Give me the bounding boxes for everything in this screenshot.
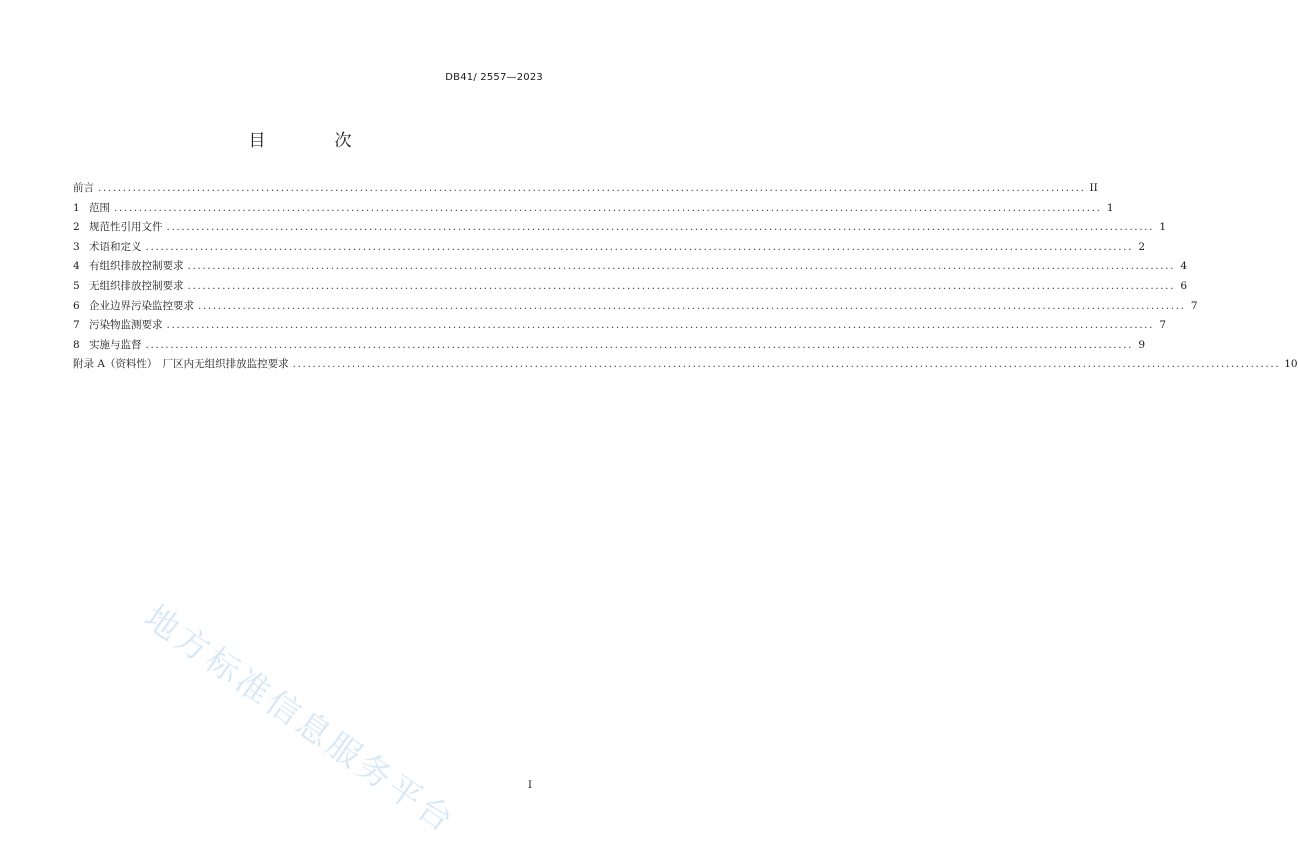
dot-leader: ........................................................................................................................................................................................................ <box>166 319 1155 332</box>
toc-entry-label: 术语和定义 <box>89 240 142 253</box>
dot-leader: ........................................................................................................................................................................................................ <box>98 182 1086 194</box>
toc-title: 目 次 <box>248 131 378 151</box>
toc-entry-page: 6 <box>1180 279 1188 292</box>
dot-leader: ........................................................................................................................................................................................................ <box>145 240 1134 253</box>
toc-entry-fugitive-emission[interactable] <box>73 278 1188 298</box>
toc-entry-appendix-a[interactable] <box>73 356 1298 376</box>
dot-leader: ........................................................................................................................................................................................................ <box>114 201 1102 214</box>
document-code: DB41/ 2557—2023 <box>445 72 543 83</box>
toc-entry-number: 2 <box>73 221 80 234</box>
toc-entry-label: 污染物监测要求 <box>89 319 163 332</box>
toc-entry-label: 规范性引用文件 <box>89 221 163 234</box>
toc-entry-label: 范围 <box>89 201 110 214</box>
toc-entry-page: 7 <box>1159 319 1167 332</box>
toc-entry-number: 8 <box>73 338 80 351</box>
toc-entry-number: 5 <box>73 279 80 292</box>
toc-entry-label: 有组织排放控制要求 <box>89 260 184 273</box>
toc-entry-page: 1 <box>1106 201 1114 214</box>
toc-entry-page: 10 <box>1284 358 1298 371</box>
toc-entry-organized-emission[interactable] <box>73 258 1188 278</box>
toc-entry-number: 6 <box>73 299 80 312</box>
toc-entry-number: 7 <box>73 319 80 332</box>
toc-entry-page: 7 <box>1190 299 1198 312</box>
toc-entry-page: 1 <box>1159 221 1167 234</box>
table-of-contents <box>73 180 1298 376</box>
toc-entry-number: 1 <box>73 201 80 214</box>
dot-leader: ........................................................................................................................................................................................................ <box>292 358 1281 371</box>
page-number: I <box>528 780 532 791</box>
toc-entry-label: 无组织排放控制要求 <box>89 279 184 292</box>
dot-leader: ........................................................................................................................................................................................................ <box>166 221 1155 234</box>
toc-entry-boundary-monitoring[interactable] <box>73 298 1198 318</box>
toc-entry-foreword[interactable] <box>73 180 1098 200</box>
dot-leader: ........................................................................................................................................................................................................ <box>187 260 1176 273</box>
toc-entry-pollutant-monitoring[interactable] <box>73 317 1167 337</box>
dot-leader: ........................................................................................................................................................................................................ <box>145 338 1134 351</box>
toc-entry-page: II <box>1089 182 1098 194</box>
watermark-text: 地方标准信息服务平台 <box>137 597 464 842</box>
toc-entry-implementation[interactable] <box>73 337 1146 357</box>
toc-entry-page: 9 <box>1138 338 1146 351</box>
toc-entry-number: 3 <box>73 240 80 253</box>
toc-entry-number: 4 <box>73 260 80 273</box>
toc-entry-page: 4 <box>1180 260 1188 273</box>
toc-entry-label: 实施与监督 <box>89 338 142 351</box>
toc-entry-normative-references[interactable] <box>73 219 1167 239</box>
toc-entry-label: 企业边界污染监控要求 <box>89 299 194 312</box>
toc-entry-terms-definitions[interactable] <box>73 239 1146 259</box>
dot-leader: ........................................................................................................................................................................................................ <box>198 299 1186 312</box>
toc-entry-page: 2 <box>1138 240 1146 253</box>
toc-entry-label: 前言 <box>73 182 94 194</box>
dot-leader: ........................................................................................................................................................................................................ <box>187 279 1176 292</box>
toc-entry-scope[interactable] <box>73 200 1114 220</box>
toc-entry-label: 附录 A（资料性） 厂区内无组织排放监控要求 <box>73 358 289 371</box>
